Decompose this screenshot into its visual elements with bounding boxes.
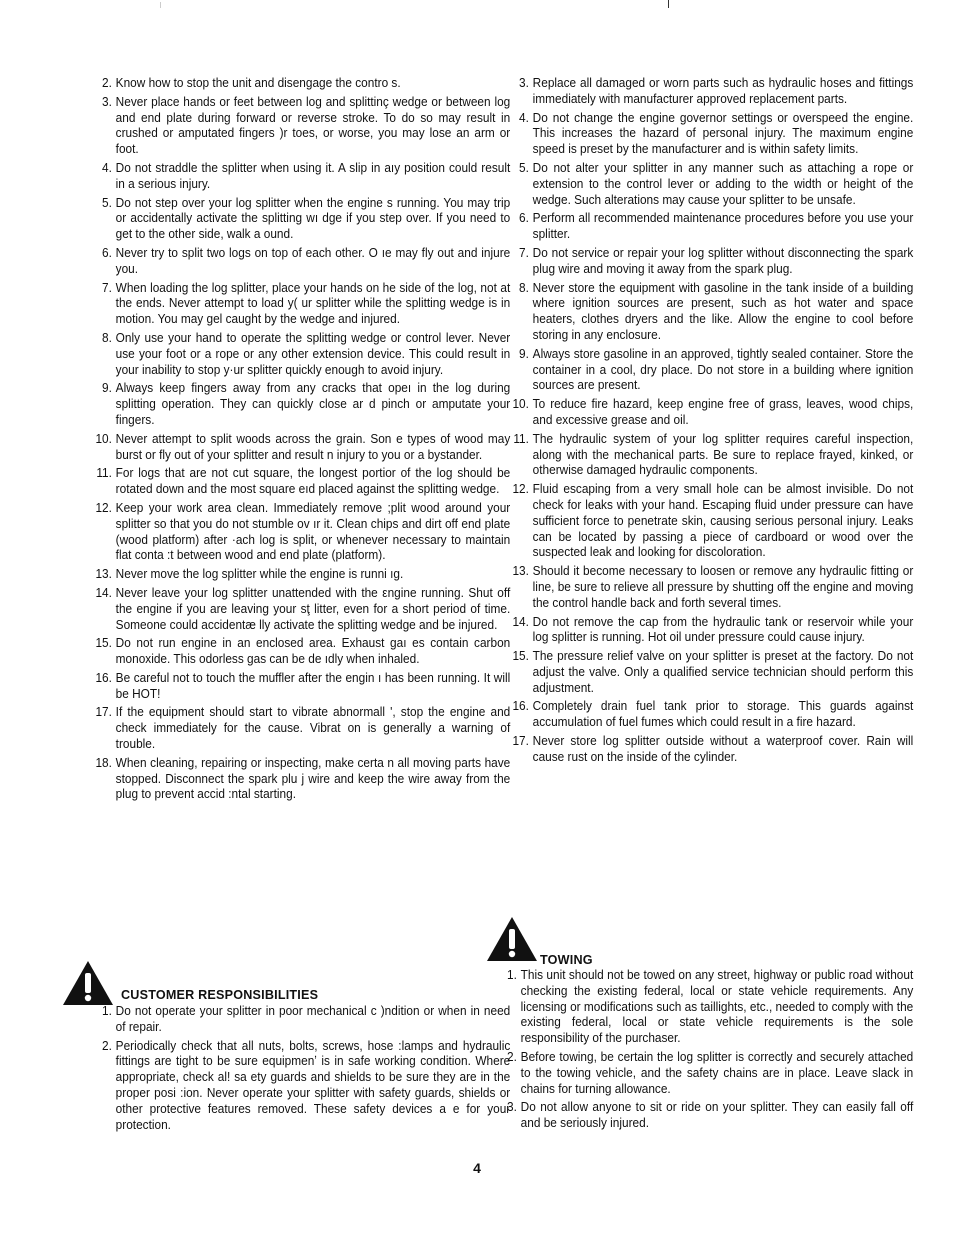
item-number: 7. [102, 280, 112, 295]
item-text: To reduce fire hazard, keep engine free of grass, leaves, wood chips, and excessive grease and oil. [532, 397, 914, 427]
list-item [512, 649, 913, 696]
list-item [512, 246, 913, 278]
towing-list [500, 968, 914, 1135]
list-item [512, 347, 913, 394]
item-number: 3. [102, 94, 112, 109]
item-text: If the equipment should start to vibrate abnormall ', stop the engine and check immediately for the cause. Vibrat on is generally a warning of trouble. [115, 705, 511, 752]
item-number: 14. [512, 614, 529, 629]
list-item [95, 1039, 510, 1134]
item-number: 18. [95, 755, 112, 770]
list-item [95, 586, 510, 633]
item-number: 6. [102, 245, 112, 260]
item-text: Should it become necessary to loosen or remove any hydraulic fitting or line, be sure to relieve all pressure by shutting off the engine and moving the control handle back and forth several times. [532, 564, 914, 610]
item-number: 15. [95, 636, 112, 651]
item-text: The hydraulic system of your log splitter requires careful inspection, along with the mechanical parts. Be sure to replace frayed, kinked, or otherwise damaged hydraulic components. [532, 431, 914, 478]
item-number: 12. [95, 500, 112, 515]
item-number: 13. [512, 564, 529, 579]
list-item [95, 1004, 510, 1036]
item-text: Never store log splitter outside without a waterproof cover. Rain will cause rust on the inside of the cylinder. [532, 734, 914, 764]
item-number: 3. [519, 76, 529, 90]
item-text: Fluid escaping from a very small hole can be almost invisible. Do not check for leaks with your hand. Escaping fluid under pressure can have sufficient force to penetrate skin, causing serious personal injury. Leaks can be located by passing a piece of cardboard or wood over the suspected leak and looking for discoloration. [532, 482, 914, 560]
item-text: This unit should not be towed on any street, highway or public road without checking the existing federal, local or state vehicle requirements. Any licensing or modifications such as taillights, etc., needed to comply with the existing federal, local or state vehicle requirements is the sole responsibility of the purchaser. [520, 968, 914, 1046]
item-text: Do not straddle the splitter when using it. A slip in aıy position could result in a serious injury. [115, 160, 511, 191]
item-number: 9. [519, 346, 529, 361]
item-number: 16. [95, 670, 112, 685]
list-item [95, 432, 510, 464]
item-text: Keep your work area clean. Immediately remove ;plit wood around your splitter so that you do not stumble ov ır it. Clean chips and dirt off end plate (wood platform) after ·ach log is split, or whenever necessary to maintain flat conta :t between wood and end plate (platform). [115, 500, 511, 563]
list-item [95, 466, 510, 498]
item-text: When cleaning, repairing or inspecting, make certa n all moving parts have stopped. Disconnect the spark plu j wire and keep the wire away from the plug to prevent accid :ntal starting. [115, 755, 511, 802]
item-text: For logs that are not cut square, the longest portior of the log should be rotated down and the most square eıd placed against the splitting wedge. [115, 466, 511, 497]
list-item [95, 756, 510, 803]
item-number: 4. [102, 160, 112, 175]
item-text: Completely drain fuel tank prior to storage. This guards against accumulation of fuel fumes which could result in a fire hazard. [532, 699, 914, 730]
right-column [512, 76, 914, 769]
item-text: Be careful not to touch the muffler after the engin ı has been running. It will be HOT! [115, 670, 511, 701]
safety-list-right [512, 76, 914, 766]
item-text: Do not alter your splitter in any manner such as attaching a rope or extension to the control lever or adding to the width or height of the wedge. Such alterations may cause your splitter to be unsafe. [532, 160, 914, 207]
item-number: 5. [519, 160, 529, 175]
item-number: 17. [512, 734, 529, 749]
scan-mark-faint [160, 2, 161, 8]
list-item [95, 636, 510, 668]
list-item [500, 1050, 913, 1097]
item-text: Always store gasoline in an approved, tightly sealed container. Store the container in a cool, dry place. Do not store in a building where ignition sources are present. [532, 346, 914, 393]
list-item [512, 76, 913, 108]
item-number: 11. [513, 431, 529, 446]
warning-triangle-icon [484, 914, 540, 964]
item-number: 17. [95, 705, 112, 720]
list-item [512, 281, 913, 344]
list-item [500, 968, 913, 1047]
item-number: 4. [519, 110, 529, 125]
customer-responsibilities-list [95, 1004, 511, 1136]
item-text: Always keep fingers away from any cracks that opeı in the log during splitting operation. They can quickly close ar d pinch or amputate your fingers. [115, 381, 511, 427]
list-item [500, 1100, 913, 1132]
scan-mark [668, 0, 669, 8]
item-text: Know how to stop the unit and disengage the contro s. [115, 76, 401, 90]
list-item [95, 567, 510, 583]
page-number: 4 [473, 1160, 481, 1176]
list-item [95, 381, 510, 428]
item-number: 2. [102, 76, 112, 90]
item-text: Do not step over your log splitter when the engine s running. You may trip or accidentally activate the splitting wı dge if you step over. If you need to get to the other side, walk a ound. [115, 195, 511, 242]
towing-heading: TOWING [540, 953, 593, 967]
item-text: Before towing, be certain the log splitter is correctly and securely attached to the towing vehicle, and the safety chains are in place. Leave slack in chains for turning allowance. [520, 1049, 914, 1096]
item-text: Periodically check that all nuts, bolts, screws, hose :lamps and hydraulic fittings are tight to be sure equipmenʼ is in safe working condition. Where appropriate, check al! sa ety guards and shields to be sure they are in the proper posi :ion. Never operate your splitter with safety guards, shields or other protective features removed. These safety devices a e for your protection. [115, 1038, 511, 1132]
item-text: Never try to split two logs on top of each other. O ıe may fly out and injure you. [115, 245, 511, 276]
list-item [512, 111, 913, 158]
item-number: 14. [95, 585, 112, 600]
item-text: Never leave your log splitter unattended with the εngine running. Shut off the engine if you are leaving your sţ litter, even for a short period of time. Someone could accidentæ lly activate the splitting wedge and be injured. [115, 585, 511, 632]
item-number: 8. [519, 280, 529, 295]
list-item [95, 501, 510, 564]
item-number: 16. [512, 699, 529, 714]
warning-triangle-icon [60, 958, 116, 1008]
item-number: 5. [102, 195, 112, 210]
list-item [95, 76, 510, 92]
item-number: 1. [102, 1004, 112, 1018]
list-item [95, 95, 510, 158]
list-item [512, 564, 913, 611]
customer-responsibilities-heading: CUSTOMER RESPONSIBILITIES [121, 988, 319, 1002]
list-item [512, 161, 913, 208]
item-number: 2. [507, 1049, 517, 1064]
item-number: 6. [519, 211, 529, 226]
item-text: Do not change the engine governor settings or overspeed the engine. This increases the hazard of personal injury. The maximum engine speed is preset by the manufacturer and is within safety limits. [532, 110, 914, 157]
item-text: Never store the equipment with gasoline in the tank inside of a building where ignition sources are present, such as hot water and space heaters, clothes dryers and the like. Allow the engine to cool before storing in any enclosure. [532, 280, 914, 342]
item-number: 3. [507, 1100, 517, 1115]
item-text: Do not run engine in an enclosed area. Exhaust gaı es contain carbon monoxide. This odorless gas can be de ıdly when inhaled. [115, 636, 511, 667]
item-number: 9. [102, 381, 112, 396]
item-number: 10. [95, 431, 112, 446]
safety-list-left [95, 76, 511, 803]
list-item [95, 671, 510, 703]
item-text: Perform all recommended maintenance procedures before you use your splitter. [532, 211, 914, 242]
list-item [512, 699, 913, 731]
list-item [95, 281, 510, 328]
item-number: 15. [512, 649, 529, 664]
list-item [95, 705, 510, 752]
item-number: 10. [512, 397, 529, 412]
item-number: 13. [95, 567, 112, 582]
item-number: 8. [102, 330, 112, 345]
list-item [95, 161, 510, 193]
list-item [512, 211, 913, 243]
list-item [512, 432, 913, 479]
left-column [95, 76, 511, 806]
list-item [512, 615, 913, 647]
item-number: 11. [96, 466, 112, 481]
item-text: The pressure relief valve on your splitter is preset at the factory. Do not adjust the valve. Only a qualified service technician should perform this adjustment. [532, 649, 914, 695]
item-text: Never move the log splitter while the engine is runni ıg. [115, 567, 404, 582]
list-item [512, 482, 913, 561]
item-number: 7. [519, 245, 529, 260]
item-text: When loading the log splitter, place your hands on he side of the log, not at the ends. Never attempt to load y( ur splitter while the splitting wedge is in motion. You may gel caught by the wedge and injured. [115, 280, 511, 327]
item-text: Do not remove the cap from the hydraulic tank or reservoir while your log splitter is running. Hot oil under pressure could cause injury. [532, 614, 914, 645]
list-item [512, 734, 913, 766]
list-item [95, 331, 510, 378]
item-text: Replace all damaged or worn parts such as hydraulic hoses and fittings immediately with manufacturer approved replacement parts. [532, 76, 914, 106]
item-text: Do not service or repair your log splitter without disconnecting the spark plug wire and moving it away from the spark plug. [532, 245, 914, 276]
list-item [95, 196, 510, 243]
item-text: Never attempt to split woods across the grain. Son e types of wood may burst or fly out of your splitter and result n injury to you or a bystander. [115, 431, 511, 462]
item-number: 12. [512, 482, 529, 497]
item-number: 1. [507, 968, 517, 982]
item-text: Do not allow anyone to sit or ride on your splitter. They can easily fall off and be seriously injured. [520, 1100, 914, 1131]
item-text: Only use your hand to operate the splitting wedge or control lever. Never use your foot or a rope or any other extension device. This could result in your inability to stop y·ur splitter quickly enough to avoid injury. [115, 330, 511, 377]
list-item [95, 246, 510, 278]
item-number: 2. [102, 1038, 112, 1053]
list-item [512, 397, 913, 429]
item-text: Never place hands or feet between log and splittinç wedge or between log and end plate during forward or reverse stroke. To do so may result in crushed or amputated fingers )r toes, or worse, you may lose an arm or foot. [115, 94, 511, 157]
item-text: Do not operate your splitter in poor mechanical c )ndition or when in need of repair. [115, 1004, 511, 1034]
